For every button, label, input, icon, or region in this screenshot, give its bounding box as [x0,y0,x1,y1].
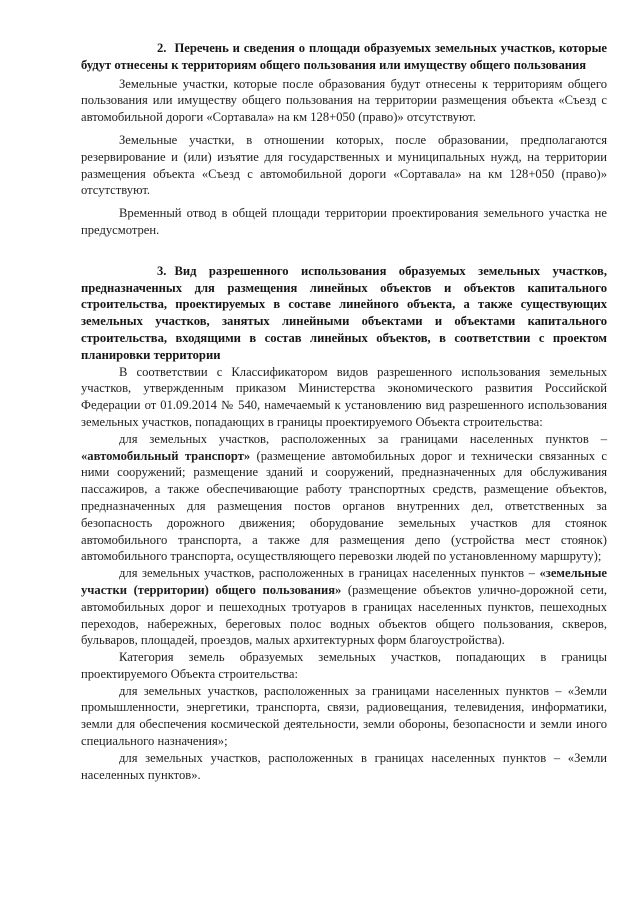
land-category-intro: Категория земель образуемых земельных участков, попадающих в границы проектируемого Объекта строительства: [81,650,607,681]
land-use-item-transport [81,431,607,565]
section-2-number: 2. [157,41,167,55]
section-2-paragraph-1: Земельные участки, которые после образования будут отнесены к территориям общего пользования или имуществу общего пользования на территории размещения объекта «Съезд с автомобильной дороги «Сортавала» на км 128+050 (право)» отсутствуют. [81,76,607,125]
land-use-item-transport-description: (размещение автомобильных дорог и технически связанных с ними сооружений; размещение зданий и сооружений, предназначенных для обслуживания пассажиров, а также обеспечивающие работу транспортных средств, размещение объектов, предназначенных для размещения постов органов внутренних дел, ответственных за безопасность дорожного движения; оборудование земельных участков для стоянок автомобильного транспорта, а также для размещения депо (устройства мест стоянок) автомобильного транспорта, осуществляющего перевозки людей по установленному маршруту); [81,448,607,564]
section-3-intro: В соответствии с Классификатором видов разрешенного использования земельных участков, утвержденным приказом Министерства экономического развития Российской Федерации от 01.09.2014 № 540, намечаемый к установлению вид разрешенного использования земельных участков, попадающих в границы проектируемого Объекта строительства: [81,364,607,429]
section-2-heading [81,40,607,74]
land-category-item-inside: для земельных участков, расположенных в границах населенных пунктов – «Земли населенных пунктов». [81,750,607,782]
section-2-paragraph-2: Земельные участки, в отношении которых, после образовании, предполагаются резервирование и (или) изъятие для государственных и муниципальных нужд, на территории размещения объекта «Съезд с автомобильной дороги «Сортавала» на км 128+050 (право)» отсутствуют. [81,132,607,198]
section-3-heading-text: Вид разрешенного использования образуемых земельных участков, предназначенных для размещения линейных объектов и объектов капитального строительства, проектируемых в составе линейного объекта, а также существующих земельных участков, занятых линейными объектами и объектами капитального строительства, входящими в состав линейных объектов, в соответствии с проектом планировки территории [81,263,607,362]
land-use-type-transport: «автомобильный транспорт» [81,448,251,463]
land-use-item-public-lead: для земельных участков, расположенных в границах населенных пунктов – [119,566,540,581]
land-use-type-public: «земельные участки (территории) общего пользования» [81,566,607,597]
section-2-paragraph-3: Временный отвод в общей площади территории проектирования земельного участка не предусмотрен. [81,206,607,237]
section-3-heading [81,263,607,364]
land-use-item-transport-lead: для земельных участков, расположенных за границами населенных пунктов – [119,431,607,446]
document-body [81,40,607,783]
land-use-item-public [81,565,607,649]
land-use-item-public-description: (размещение объектов улично-дорожной сети, автомобильных дорог и пешеходных тротуаров в границах населенных пунктов, пешеходных переходов, набережных, береговых полос водных объектов общего пользования, скверов, бульваров, площадей, проездов, малых архитектурных форм благоустройства). [81,582,607,648]
section-3-number: 3. [157,263,167,278]
section-2-heading-text: Перечень и сведения о площади образуемых земельных участков, которые будут отнесены к территориям общего пользования или имуществу общего пользования [81,41,607,72]
land-category-item-outside: для земельных участков, расположенных за границами населенных пунктов – «Земли промышленности, энергетики, транспорта, связи, радиовещания, телевидения, информатики, земли для обеспечения космической деятельности, земли обороны, безопасности и земли иного специального назначения»; [81,683,607,749]
